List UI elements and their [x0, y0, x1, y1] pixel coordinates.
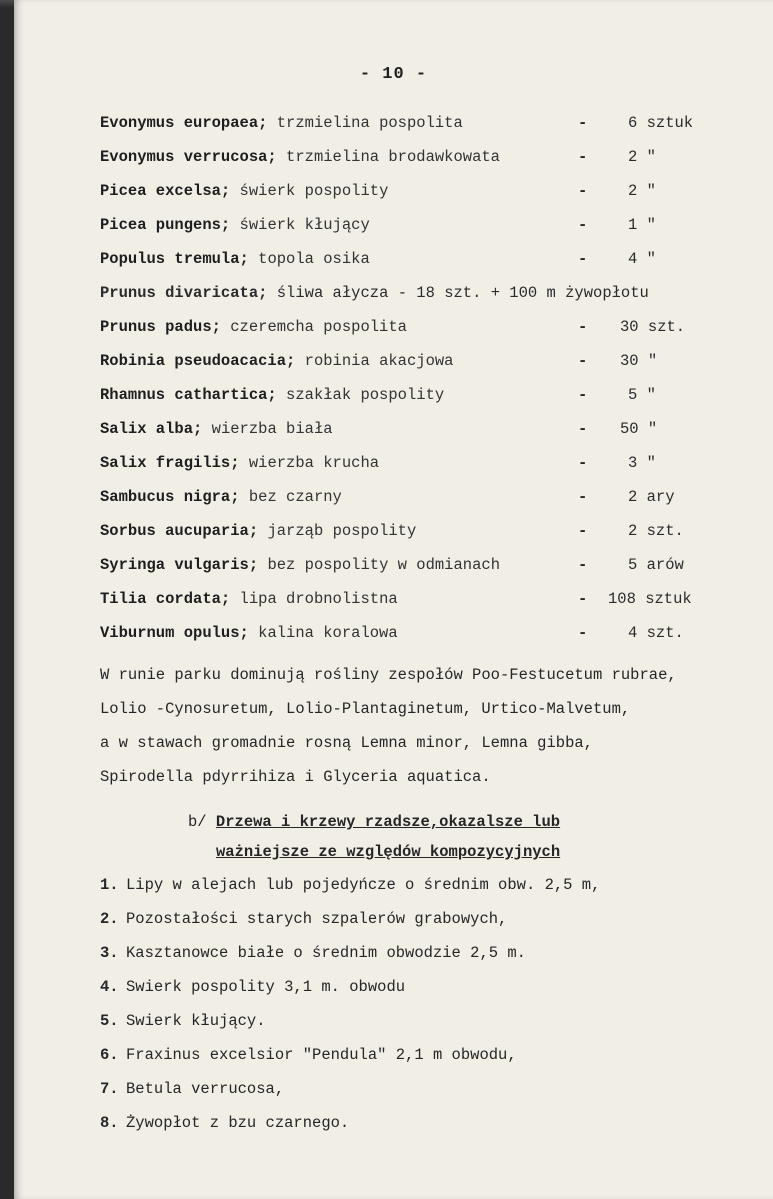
list-number: 1.	[100, 876, 119, 894]
latin-name: Prunus padus;	[100, 318, 221, 336]
latin-name: Evonymus europaea;	[100, 114, 268, 132]
plant-row	[100, 182, 388, 206]
quantity: 3 "	[628, 454, 656, 472]
latin-name: Sambucus nigra;	[100, 488, 240, 506]
plant-row	[100, 148, 500, 172]
list-number: 7.	[100, 1080, 119, 1098]
latin-name: Tilia cordata;	[100, 590, 231, 608]
plant-row	[100, 624, 398, 648]
plant-row	[100, 454, 379, 478]
common-name: topola osika	[258, 250, 370, 268]
quantity: 1 "	[628, 216, 656, 234]
list-number: 3.	[100, 944, 119, 962]
latin-name: Sorbus aucuparia;	[100, 522, 259, 540]
latin-name: Rhamnus cathartica;	[100, 386, 277, 404]
common-name: wierzba biała	[211, 420, 333, 438]
dash: -	[578, 556, 588, 574]
latin-name: Robinia pseudoacacia;	[100, 352, 296, 370]
common-name: jarząb pospolity	[267, 522, 417, 540]
quantity: 30 "	[620, 352, 658, 370]
paragraph-line: Lolio -Cynosuretum, Lolio-Plantaginetum, Urtico-Malvetum,	[100, 700, 631, 718]
latin-name: Salix fragilis;	[100, 454, 240, 472]
list-text: Swierk kłujący.	[126, 1012, 266, 1030]
dash: -	[578, 182, 588, 200]
common-name: trzmielina pospolita	[276, 114, 463, 132]
quantity: 2 ary	[628, 488, 675, 506]
list-text: Lipy w alejach lub pojedyńcze o średnim obw. 2,5 m,	[126, 876, 601, 894]
latin-name: Picea excelsa;	[100, 182, 231, 200]
plant-row	[100, 420, 333, 444]
page-number: - 10 -	[359, 65, 428, 84]
latin-name: Picea pungens;	[100, 216, 231, 234]
common-name: trzmielina brodawkowata	[286, 148, 500, 166]
dash: -	[578, 250, 588, 268]
plant-row	[100, 114, 463, 138]
quantity: 30 szt.	[620, 318, 686, 336]
latin-name: Viburnum opulus;	[100, 624, 249, 642]
latin-name: Salix alba;	[100, 420, 203, 438]
dash: -	[578, 624, 588, 642]
list-item	[100, 944, 526, 962]
list-number: 5.	[100, 1012, 119, 1030]
paragraph-line: Spirodella pdyrrihiza i Glyceria aquatica.	[100, 768, 491, 786]
section-title-line: Drzewa i krzewy rzadsze,okazalsze lub	[215, 813, 561, 831]
plant-row	[100, 488, 342, 512]
latin-name: Syringa vulgaris;	[100, 556, 259, 574]
section-title-line: ważniejsze ze względów kompozycyjnych	[216, 843, 561, 861]
list-text: Pozostałości starych szpalerów grabowych,	[126, 910, 508, 928]
list-item	[100, 1080, 284, 1098]
quantity: 50 "	[620, 420, 658, 438]
quantity: - 18 szt. + 100 m żywopłotu	[397, 284, 649, 302]
dash: -	[578, 420, 588, 438]
latin-name: Populus tremula;	[100, 250, 249, 268]
list-item	[100, 1012, 266, 1030]
dash: -	[578, 590, 588, 608]
plant-row	[100, 522, 416, 546]
common-name: robinia akacjowa	[304, 352, 454, 370]
quantity: 2 szt.	[628, 522, 684, 540]
dash: -	[578, 318, 588, 336]
dash: -	[578, 114, 588, 132]
dash: -	[578, 352, 588, 370]
list-item	[100, 1114, 349, 1132]
list-text: Swierk pospolity 3,1 m. obwodu	[126, 978, 406, 996]
list-text: Żywopłot z bzu czarnego.	[126, 1114, 350, 1132]
list-number: 4.	[100, 978, 119, 996]
plant-row	[100, 216, 370, 240]
list-number: 2.	[100, 910, 119, 928]
dash: -	[578, 148, 588, 166]
common-name: bez czarny	[248, 488, 342, 506]
section-heading-b	[188, 810, 560, 864]
quantity: 4 szt.	[628, 624, 684, 642]
list-text: Betula verrucosa,	[126, 1080, 285, 1098]
plant-row	[100, 386, 444, 410]
quantity: 4 "	[628, 250, 656, 268]
latin-name: Evonymus verrucosa;	[100, 148, 277, 166]
common-name: świerk kłujący	[239, 216, 370, 234]
list-item	[100, 1046, 517, 1064]
paragraph-line: W runie parku dominują rośliny zespołów Poo-Festucetum rubrae,	[100, 666, 677, 684]
common-name: śliwa ałycza	[276, 284, 389, 302]
dash: -	[578, 522, 588, 540]
quantity: 5 arów	[628, 556, 684, 574]
section-prefix: b/	[188, 813, 207, 831]
undergrowth-paragraph	[100, 658, 760, 794]
common-name: szakłak pospolity	[286, 386, 445, 404]
quantity: 5 "	[628, 386, 656, 404]
plant-row-prunus-divaricata	[100, 284, 649, 302]
plant-row	[100, 250, 370, 274]
dash: -	[578, 488, 588, 506]
dash: -	[578, 386, 588, 404]
common-name: czeremcha pospolita	[230, 318, 407, 336]
list-number: 8.	[100, 1114, 119, 1132]
common-name: bez pospolity w odmianach	[267, 556, 500, 574]
list-item	[100, 910, 507, 928]
common-name: świerk pospolity	[239, 182, 389, 200]
latin-name: Prunus divaricata;	[100, 284, 268, 302]
dash: -	[578, 216, 588, 234]
dash: -	[578, 454, 588, 472]
list-item	[100, 876, 600, 894]
quantity: 2 "	[628, 182, 656, 200]
plant-row	[100, 318, 407, 342]
common-name: kalina koralowa	[258, 624, 398, 642]
list-text: Kasztanowce białe o średnim obwodzie 2,5 m.	[126, 944, 526, 962]
quantity: 2 "	[628, 148, 656, 166]
plant-row	[100, 590, 398, 614]
quantity: 6 sztuk	[628, 114, 694, 132]
quantity: 108 sztuk	[608, 590, 692, 608]
list-item	[100, 978, 405, 996]
document-page	[14, 0, 773, 1199]
common-name: lipa drobnolistna	[239, 590, 398, 608]
list-number: 6.	[100, 1046, 119, 1064]
plant-row	[100, 352, 453, 376]
common-name: wierzba krucha	[248, 454, 380, 472]
list-text: Fraxinus excelsior "Pendula" 2,1 m obwodu,	[126, 1046, 517, 1064]
paragraph-line: a w stawach gromadnie rosną Lemna minor, Lemna gibba,	[100, 734, 593, 752]
plant-row	[100, 556, 500, 580]
